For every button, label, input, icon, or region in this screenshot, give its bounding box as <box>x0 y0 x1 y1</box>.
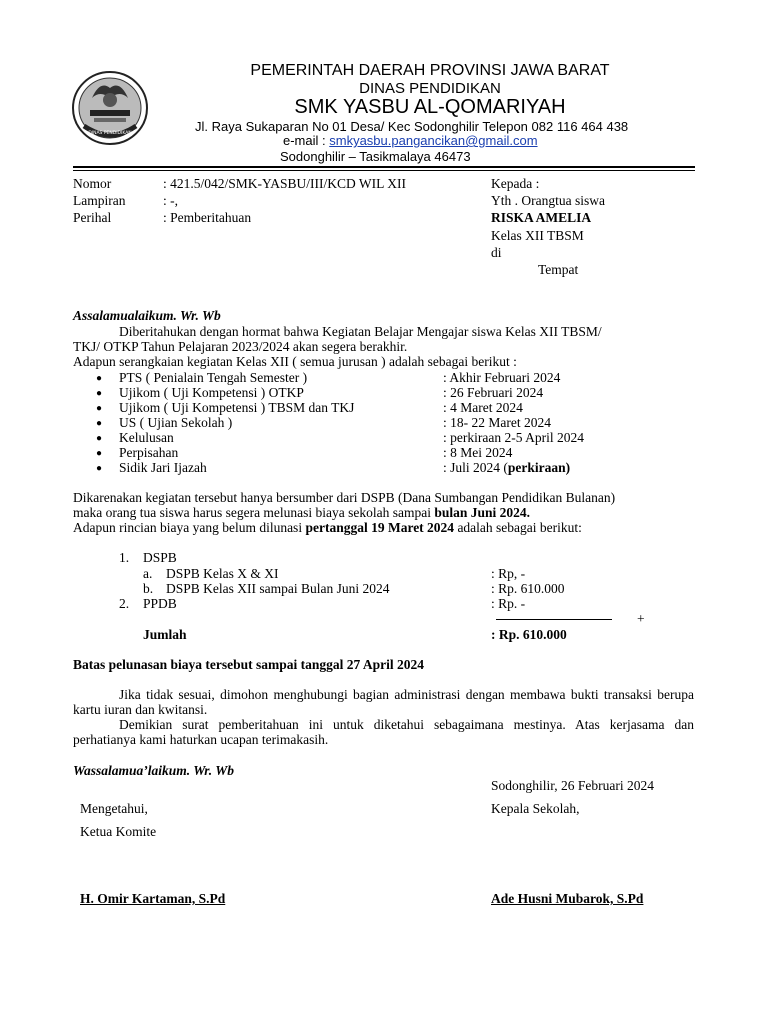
fee-item-amount: : Rp. - <box>491 596 526 611</box>
perihal-label: Perihal <box>73 210 112 225</box>
fee-subitem-label: DSPB Kelas XII sampai Bulan Juni 2024 <box>166 581 390 596</box>
fee-subitem-letter: a. <box>143 566 153 581</box>
recipient-kepada: Kepada : <box>491 176 540 191</box>
activity-label: Perpisahan <box>119 445 179 460</box>
lampiran-value: : -, <box>163 193 178 208</box>
activity-date: : 8 Mei 2024 <box>443 445 513 460</box>
payment-deadline: Batas pelunasan biaya tersebut sampai tanggal 27 April 2024 <box>73 657 425 672</box>
perihal-value: : Pemberitahuan <box>163 210 252 225</box>
total-amount: : Rp. 610.000 <box>491 627 567 642</box>
para1-line1: Diberitahukan dengan hormat bahwa Kegiatan Belajar Mengajar siswa Kelas XII TBSM/ <box>119 324 602 339</box>
fee-item-label: PPDB <box>143 596 177 611</box>
activity-date-note: perkiraan) <box>507 460 571 475</box>
activity-label: Kelulusan <box>119 430 174 445</box>
para1-line3: Adapun serangkaian kegiatan Kelas XII ( semua jurusan ) adalah sebagai berikut : <box>73 354 517 369</box>
place-date: Sodonghilir, 26 Februari 2024 <box>491 778 654 793</box>
para4: Demikian surat pemberitahuan ini untuk diketahui sebagaimana mestinya. Atas kerjasama dan perhatianya kami haturkan ucapan terimakasih. <box>73 717 694 747</box>
fee-subitem-amount: : Rp. 610.000 <box>491 581 565 596</box>
school-email-row <box>283 133 538 148</box>
email-link[interactable]: smkyasbu.pangancikan@gmail.com <box>329 133 538 148</box>
fee-subitem-label: DSPB Kelas X & XI <box>166 566 279 581</box>
activity-date: : Akhir Februari 2024 <box>443 370 561 385</box>
para2-line3-date: pertanggal 19 Maret 2024 <box>305 520 455 535</box>
fee-item-label: DSPB <box>143 550 177 565</box>
fee-subitem-letter: b. <box>143 581 154 596</box>
recipient-place: Tempat <box>538 262 579 277</box>
activity-date-text: : Juli 2024 ( <box>443 460 508 475</box>
lampiran-label: Lampiran <box>73 193 126 208</box>
activity-label: Ujikom ( Uji Kompetensi ) TBSM dan TKJ <box>119 400 355 415</box>
bullet-icon: ● <box>96 463 103 474</box>
bullet-icon: ● <box>96 433 103 444</box>
sum-line <box>496 619 612 620</box>
right-sign-title: Kepala Sekolah, <box>491 801 580 816</box>
letterhead-line2: DINAS PENDIDIKAN <box>359 80 501 97</box>
right-sign-name: Ade Husni Mubarok, S.Pd <box>491 891 644 906</box>
letterhead-divider-thin <box>73 170 695 171</box>
left-sign-title: Ketua Komite <box>80 824 157 839</box>
bullet-icon: ● <box>96 418 103 429</box>
recipient-name: RISKA AMELIA <box>491 210 592 225</box>
activity-label: US ( Ujian Sekolah ) <box>119 415 233 430</box>
greeting: Assalamualaikum. Wr. Wb <box>73 308 221 323</box>
school-city: Sodonghilir – Tasikmalaya 46473 <box>280 149 471 164</box>
bullet-icon: ● <box>96 448 103 459</box>
letterhead-divider-thick <box>73 166 695 168</box>
total-label: Jumlah <box>143 627 187 642</box>
bullet-icon: ● <box>96 373 103 384</box>
fee-subitem-amount: : Rp, - <box>491 566 526 581</box>
para2-line1: Dikarenakan kegiatan tersebut hanya bersumber dari DSPB (Dana Sumbangan Pendidikan Bulanan) <box>73 490 616 505</box>
activity-date <box>443 460 570 476</box>
logo-text: DINAS PENDIDIKAN <box>88 131 132 136</box>
recipient-di: di <box>491 245 502 260</box>
para3: Jika tidak sesuai, dimohon menghubungi bagian administrasi dengan membawa bukti transaksi berupa kartu iuran dan kwitansi. <box>73 687 694 717</box>
nomor-value: : 421.5/042/SMK-YASBU/III/KCD WIL XII <box>163 176 406 191</box>
left-sign-heading: Mengetahui, <box>80 801 148 816</box>
left-sign-name: H. Omir Kartaman, S.Pd <box>80 891 226 906</box>
recipient-yth: Yth . Orangtua siswa <box>491 193 605 208</box>
para2-line2 <box>73 505 530 521</box>
email-label: e-mail : <box>283 133 326 148</box>
closing-salam: Wassalamua’laikum. Wr. Wb <box>73 763 235 778</box>
para2-line3 <box>73 520 582 536</box>
bullet-icon: ● <box>96 388 103 399</box>
plus-sign: + <box>637 611 645 626</box>
para1-line2: TKJ/ OTKP Tahun Pelajaran 2023/2024 akan segera berakhir. <box>73 339 408 354</box>
activity-date: : 26 Februari 2024 <box>443 385 544 400</box>
recipient-class: Kelas XII TBSM <box>491 228 584 243</box>
activity-date: : 18- 22 Maret 2024 <box>443 415 551 430</box>
para2-line2-deadline: bulan Juni 2024. <box>434 505 531 520</box>
fee-item-number: 2. <box>119 596 130 611</box>
nomor-label: Nomor <box>73 176 112 191</box>
para2-line3-tail: adalah sebagai berikut: <box>454 520 582 535</box>
para2-line2-text: maka orang tua siswa harus segera melunasi biaya sekolah sampai <box>73 505 435 520</box>
school-address: Jl. Raya Sukaparan No 01 Desa/ Kec Sodonghilir Telepon 082 116 464 438 <box>195 119 629 134</box>
school-emblem-icon <box>70 68 150 148</box>
activity-date: : perkiraan 2-5 April 2024 <box>443 430 584 445</box>
bullet-icon: ● <box>96 403 103 414</box>
activity-date: : 4 Maret 2024 <box>443 400 523 415</box>
para2-line3-text: Adapun rincian biaya yang belum dilunasi <box>73 520 306 535</box>
school-name: SMK YASBU AL-QOMARIYAH <box>294 96 566 118</box>
letterhead-line1: PEMERINTAH DAERAH PROVINSI JAWA BARAT <box>250 62 610 79</box>
activity-label: PTS ( Penialain Tengah Semester ) <box>119 370 308 385</box>
activity-label: Ujikom ( Uji Kompetensi ) OTKP <box>119 385 304 400</box>
activity-label: Sidik Jari Ijazah <box>119 460 207 475</box>
fee-item-number: 1. <box>119 550 130 565</box>
